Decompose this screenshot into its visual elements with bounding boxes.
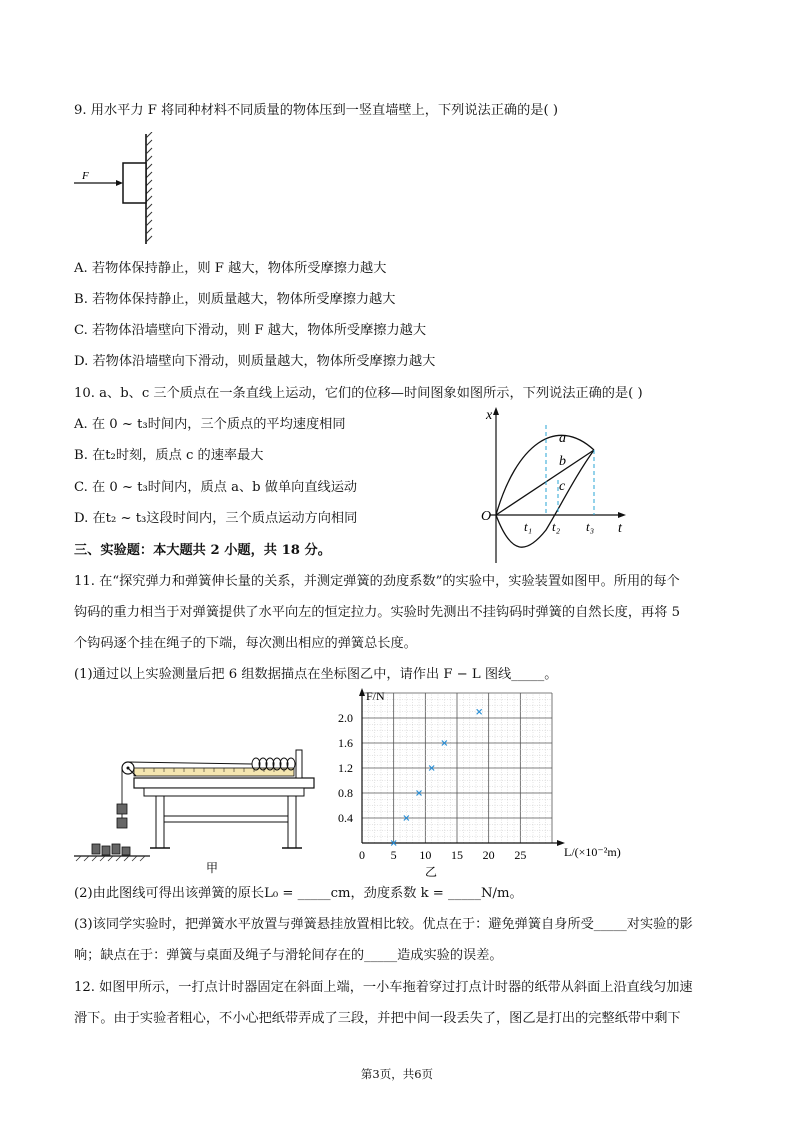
q9-stem: 9. 用水平力 F 将同种材料不同质量的物体压到一竖直墙壁上，下列说法正确的是( )	[74, 103, 558, 118]
q11-fig-yi-label: 乙	[425, 865, 438, 878]
q11-line-3: 个钩码逐个挂在绳子的下端，每次测出相应的弹簧总长度。	[74, 636, 417, 651]
q11-line-1: 11. 在“探究弹力和弹簧伸长量的关系，并测定弹簧的劲度系数”的实验中，实验装置如图甲。所用的每个	[74, 574, 680, 589]
chart-x-tick-label: 25	[514, 848, 527, 862]
chart-x-tick-label: 5	[390, 848, 397, 862]
q11-line-2: 钩码的重力相当于对弹簧提供了水平向左的恒定拉力。实验时先测出不挂钩码时弹簧的自然长度，再将 5	[74, 605, 681, 620]
q11-apparatus-figure	[72, 738, 332, 878]
q9-option-c: C. 若物体沿墙壁向下滑动，则 F 越大，物体所受摩擦力越大	[74, 323, 427, 338]
chart-grid	[362, 693, 552, 843]
q9-wall-figure	[72, 132, 172, 247]
q10-curve-c-label: c	[559, 479, 566, 494]
q10-option-a: A. 在 0 ~ t₃时间内，三个质点的平均速度相同	[74, 417, 346, 432]
chart-x-tick-label: 15	[451, 848, 463, 862]
page-footer: 第3页，共6页	[360, 1067, 434, 1081]
q10-tick-t3: t₃	[586, 519, 595, 534]
q10-option-c: C. 在 0 ~ t₃时间内，质点 a、b 做单向直线运动	[74, 480, 358, 495]
q10-y-axis-label: x	[486, 408, 493, 423]
q9-force-label: F	[82, 170, 89, 182]
chart-x-axis-label: L/(×10⁻²m)	[564, 845, 621, 859]
q10-xt-graph	[476, 405, 636, 565]
q11-fl-chart	[335, 688, 635, 878]
q10-curve-b-label: b	[559, 454, 566, 469]
q10-tick-t2: t₂	[552, 519, 561, 534]
section-3-heading: 三、实验题：本大题共 2 小题，共 18 分。	[74, 543, 331, 558]
chart-y-axis-label: F/N	[366, 689, 385, 703]
q10-curve-a-label: a	[559, 431, 566, 446]
chart-y-tick-label: 0.8	[338, 786, 353, 800]
q12-line-2: 滑下。由于实验者粗心，不小心把纸带弄成了三段，并把中间一段丢失了，图乙是打出的完整纸带中剩下	[74, 1011, 681, 1026]
q12-line-1: 12. 如图甲所示，一打点计时器固定在斜面上端，一小车拖着穿过打点计时器的纸带从斜面上沿直线匀加速	[74, 980, 693, 995]
chart-x-tick-label: 10	[419, 848, 432, 862]
q11-part-1: (1)通过以上实验测量后把 6 组数据描点在坐标图乙中，请作出 F − L 图线_____。	[74, 667, 558, 682]
chart-x-tick-label: 0	[359, 848, 365, 862]
q10-option-b: B. 在t₂时刻，质点 c 的速率最大	[74, 448, 264, 463]
chart-x-tick-label: 20	[482, 848, 495, 862]
q11-part-3-line-2: 响；缺点在于：弹簧与桌面及绳子与滑轮间存在的_____造成实验的误差。	[74, 948, 503, 963]
q10-x-axis-label: t	[618, 521, 622, 536]
q9-option-b: B. 若物体保持静止，则质量越大，物体所受摩擦力越大	[74, 292, 396, 307]
q9-option-d: D. 若物体沿墙壁向下滑动，则质量越大，物体所受摩擦力越大	[74, 354, 436, 369]
q11-part-3-line-1: (3)该同学实验时，把弹簧水平放置与弹簧悬挂放置相比较。优点在于：避免弹簧自身所受_____对实验的影	[74, 917, 693, 932]
chart-y-tick-label: 0.4	[338, 811, 353, 825]
q11-part-2: (2)由此图线可得出该弹簧的原长L₀ = _____cm，劲度系数 k = _____N/m。	[74, 886, 523, 901]
q10-stem: 10. a、b、c 三个质点在一条直线上运动，它们的位移—时间图象如图所示，下列说法正确的是( )	[74, 386, 643, 401]
chart-y-tick-label: 1.6	[338, 736, 353, 750]
chart-y-tick-label: 2.0	[338, 711, 353, 725]
q9-option-a: A. 若物体保持静止，则 F 越大，物体所受摩擦力越大	[74, 261, 387, 276]
q10-origin-label: O	[481, 509, 492, 524]
q11-fig-jia-label: 甲	[206, 861, 219, 875]
q10-option-d: D. 在t₂ ~ t₃这段时间内，三个质点运动方向相同	[74, 511, 358, 526]
chart-y-tick-label: 1.2	[338, 761, 353, 775]
q10-tick-t1: t₁	[524, 519, 533, 534]
